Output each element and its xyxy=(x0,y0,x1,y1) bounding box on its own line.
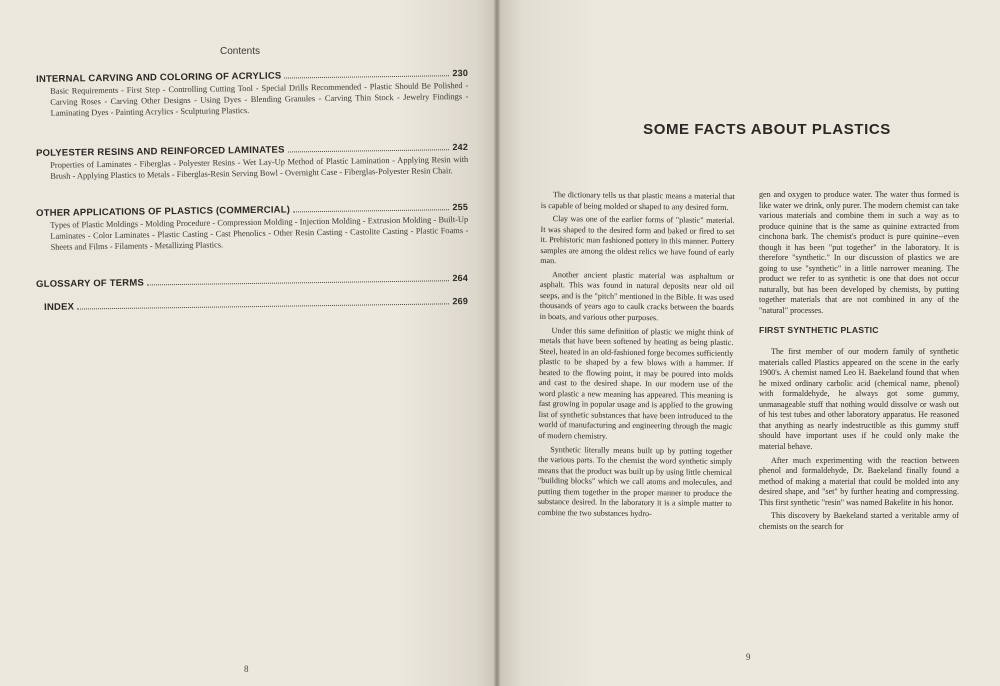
paragraph: Another ancient plastic material was asphaltum or asphalt. This was found in natural deposits near old oil seeps, and is the "pitch" mentioned in the Bible. It was used thousands of years ago to caulk cracks between the boards in boats, and various other purposes. xyxy=(539,269,735,323)
toc-entry-title: GLOSSARY OF TERMS xyxy=(36,277,145,290)
leader-dots xyxy=(293,209,449,212)
page-number: 9 xyxy=(746,652,751,662)
toc-entry-title: INDEX xyxy=(44,301,75,313)
paragraph: The first member of our modern family of synthetic materials called Plastics appeared on the scene in the early 1900's. A chemist named Leo H. Baekeland found that when he mixed ordinary carbolic acid (chemical name, phenol) with formaldehyde, he always got some gummy, unmanageable stuff that nothing would dissolve or wash out of his test tubes and other laboratory apparatus. He reasoned that anything as nearly indestructible as this gummy stuff should have important uses if he could only make the material behave. xyxy=(759,347,959,452)
toc-entry xyxy=(36,68,469,119)
paragraph: After much experimenting with the reaction between phenol and formaldehyde, Dr. Baekeland finally found a method of making a material that could be molded into any desired shape, and "set" by further heating and compressing. This first synthetic "resin" was named Bakelite in his honor. xyxy=(759,455,959,507)
toc-entry-title: POLYESTER RESINS AND REINFORCED LAMINATES xyxy=(36,144,285,159)
toc-entry-page: 255 xyxy=(452,201,469,213)
toc-entry-description: Basic Requirements - First Step - Controlling Cutting Tool - Special Drills Recommended - Plastic Should Be Polished - Carving Roses - Carving Other Designs - Using Dyes - Blending Granules - Carving Thin Stock - Jewelry Findings - Laminating Dyes - Painting Acrylics - Sculpturing Plastics. xyxy=(50,80,469,118)
leader-dots xyxy=(288,149,450,152)
toc-entry xyxy=(36,273,468,290)
leader-dots xyxy=(284,75,449,78)
toc-entry-page: 269 xyxy=(452,296,469,307)
toc-entry xyxy=(36,142,468,182)
book-gutter xyxy=(494,0,500,686)
page-number: 8 xyxy=(244,664,249,674)
paragraph: This discovery by Baekeland started a veritable army of chemists on the search for xyxy=(759,511,959,531)
paragraph: Clay was one of the earlier forms of "plastic" material. It was shaped to the desired form and baked or fired to set it. Prehistoric man fashioned pottery in this manner. Pottery samples are among the oldest relics we have found of early man. xyxy=(540,214,735,266)
toc-entry-title: INTERNAL CARVING AND COLORING OF ACRYLICS xyxy=(36,70,282,85)
right-page xyxy=(497,0,1000,686)
paragraph: gen and oxygen to produce water. The water thus formed is like water we drink, only purer. The modern chemist can take various materials and combine them in such a way as to produce quinine that is the same as quinine extracted from cinchona bark. The chemist's product is pure quinine--even though it has been "put together" in the laboratory. It is therefore "synthetic." In our discussion of plastics we are going to use "synthetic" in a little narrower meaning. The product we refer to as synthetic is one that does not occur naturally, but has been developed by chemists, by putting together materials that are not combined in any of the "natural" processes. xyxy=(759,190,959,316)
article-title: SOME FACTS ABOUT PLASTICS xyxy=(643,121,891,138)
contents-heading: Contents xyxy=(219,46,261,57)
section-subheading: FIRST SYNTHETIC PLASTIC xyxy=(759,324,879,335)
text-column-right xyxy=(759,190,959,535)
paragraph: Synthetic literally means built up by putting together the various parts. To the chemist the word synthetic simply means that the product was built up by using little chemical "building blocks" which we call atoms and molecules, and putting them together in the proper manner to produce the substance desired. In the laboratory it is a simple matter to combine the two substances hydro- xyxy=(537,444,733,519)
toc-entry-title: OTHER APPLICATIONS OF PLASTICS (COMMERCIAL) xyxy=(36,204,291,219)
leader-dots xyxy=(147,280,449,285)
toc-entry-head xyxy=(36,273,468,290)
toc-entry xyxy=(36,202,469,253)
paragraph: Under this same definition of plastic we might think of metals that have been softened by heating as being plastic. Steel, heated in an old-fashioned forge becomes sufficiently plastic to be shaped by a few blows with a hammer. If heated to the flowing point, it may be poured into molds and cast to the desired shape. In our modern use of the word plastic a new meaning has appeared. This meaning is fast growing in popular usage and is applied to the growing list of synthetic substances that have been introduced to the world of manufacturing and engineering through the magic of modern chemistry. xyxy=(538,325,734,441)
text-column-left xyxy=(538,190,735,523)
paragraph: The dictionary tells us that plastic means a material that is capable of being molded or shaped to any desired form. xyxy=(540,190,735,212)
toc-entry xyxy=(44,296,468,313)
toc-entry-page: 230 xyxy=(452,67,469,79)
left-page xyxy=(0,0,497,686)
toc-entry-page: 242 xyxy=(452,141,469,153)
leader-dots xyxy=(77,303,449,309)
toc-entry-description: Types of Plastic Moldings - Molding Procedure - Compression Molding - Injection Molding - Extrusion Molding - Built-Up Laminates - Color Laminates - Plastic Casting - Cast Phenolics - Other Resin Casting - Castolite Casting - Plastic Foams - Sheets and Films - Filaments - Metallizing Plastics. xyxy=(50,214,469,252)
toc-entry-head xyxy=(44,296,468,313)
toc-entry-page: 264 xyxy=(452,272,469,284)
toc-entry-description: Properties of Laminates - Fiberglas - Polyester Resins - Wet Lay-Up Method of Plastic Lamination - Applying Resin with Brush - Applying Plastics to Metals - Fiberglas-Resin Serving Bowl - Overnight Case - Fiberglas-Polyester Resin Chair. xyxy=(50,154,469,181)
